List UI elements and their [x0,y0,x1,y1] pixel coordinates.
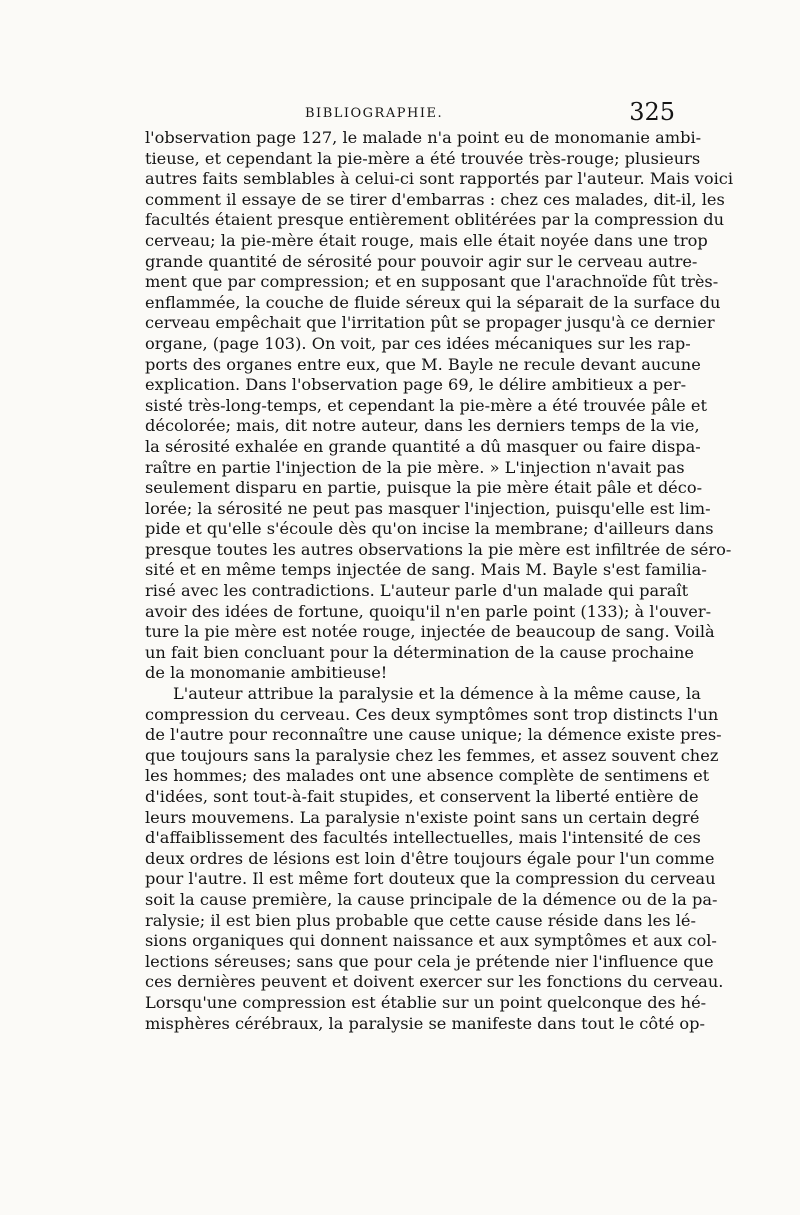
running-head: BIBLIOGRAPHIE. [305,106,444,121]
text-line: décolorée; mais, dit notre auteur, dans les derniers temps de la vie, [145,416,700,436]
text-line: Lorsqu'une compression est établie sur un point quelconque des hé- [145,992,707,1012]
text-line: autres faits semblables à celui-ci sont rapportés par l'auteur. Mais voici [145,169,733,189]
text-line: avoir des idées de fortune, quoiqu'il n'en parle point (133); à l'ouver- [145,601,712,621]
text-line: facultés étaient presque entièrement oblitérées par la compression du [145,210,725,230]
text-line: explication. Dans l'observation page 69, le délire ambitieux a per- [145,375,687,395]
text-line: cerveau empêchait que l'irritation pût se propager jusqu'à ce dernier [145,313,715,333]
body-text [145,128,733,1034]
text-line: de la monomanie ambitieuse! [145,663,388,683]
text-line: compression du cerveau. Ces deux symptômes sont trop distincts l'un [145,704,719,724]
text-line: organe, (page 103). On voit, par ces idées mécaniques sur les rap- [145,333,691,353]
text-line: comment il essaye de se tirer d'embarras : chez ces malades, dit-il, les [145,189,725,209]
text-line: soit la cause première, la cause principale de la démence ou de la pa- [145,889,718,909]
text-line: sions organiques qui donnent naissance et aux symptômes et aux col- [145,931,717,951]
text-line: les hommes; des malades ont une absence complète de sentimens et [145,766,710,786]
text-line: un fait bien concluant pour la détermination de la cause prochaine [145,642,694,662]
text-line: tieuse, et cependant la pie-mère a été trouvée très-rouge; plusieurs [145,148,701,168]
page-number: 325 [629,98,675,126]
text-line: enflammée, la couche de fluide séreux qui la séparait de la surface du [145,292,721,312]
text-line: ces dernières peuvent et doivent exercer sur les fonctions du cerveau. [145,972,724,992]
text-line: sité et en même temps injectée de sang. Mais M. Bayle s'est familia- [145,560,707,580]
page-header [145,100,675,130]
text-line: risé avec les contradictions. L'auteur parle d'un malade qui paraît [145,581,689,601]
text-line: deux ordres de lésions est loin d'être toujours égale pour l'un comme [145,848,715,868]
text-line: ports des organes entre eux, que M. Bayle ne recule devant aucune [145,354,701,374]
text-line: lections séreuses; sans que pour cela je prétende nier l'influence que [145,951,714,971]
text-line: grande quantité de sérosité pour pouvoir agir sur le cerveau autre- [145,251,698,271]
text-line: ment que par compression; et en supposant que l'arachnoïde fût très- [145,272,719,292]
text-line: seulement disparu en partie, puisque la pie mère était pâle et déco- [145,478,703,498]
text-line: l'observation page 127, le malade n'a point eu de monomanie ambi- [145,128,702,147]
text-line: ture la pie mère est notée rouge, injectée de beaucoup de sang. Voilà [145,622,715,642]
text-line: pour l'autre. Il est même fort douteux que la compression du cerveau [145,869,716,889]
text-line: cerveau; la pie-mère était rouge, mais elle était noyée dans une trop [145,230,708,250]
text-line: raître en partie l'injection de la pie mère. » L'injection n'avait pas [145,457,685,477]
text-line: d'idées, sont tout-à-fait stupides, et conservent la liberté entière de [145,787,699,806]
text-line: la sérosité exhalée en grande quantité a dû masquer ou faire dispa- [145,436,701,456]
text-line: de l'autre pour reconnaître une cause unique; la démence existe pres- [145,725,722,745]
text-line: pide et qu'elle s'écoule dès qu'on incise la membrane; d'ailleurs dans [145,519,714,539]
text-line: que toujours sans la paralysie chez les femmes, et assez souvent chez [145,745,719,765]
text-line: d'affaiblissement des facultés intellectuelles, mais l'intensité de ces [145,828,701,848]
text-line: lorée; la sérosité ne peut pas masquer l'injection, puisqu'elle est lim- [145,498,711,518]
text-line: ralysie; il est bien plus probable que cette cause réside dans les lé- [145,910,696,930]
text-line: misphères cérébraux, la paralysie se manifeste dans tout le côté op- [145,1013,705,1033]
text-line: leurs mouvemens. La paralysie n'existe point sans un certain degré [145,807,700,827]
paragraph-start-line: L'auteur attribue la paralysie et la démence à la même cause, la [173,684,701,704]
text-line: sisté très-long-temps, et cependant la pie-mère a été trouvée pâle et [145,395,707,415]
text-line: presque toutes les autres observations la pie mère est infiltrée de séro- [145,539,732,559]
